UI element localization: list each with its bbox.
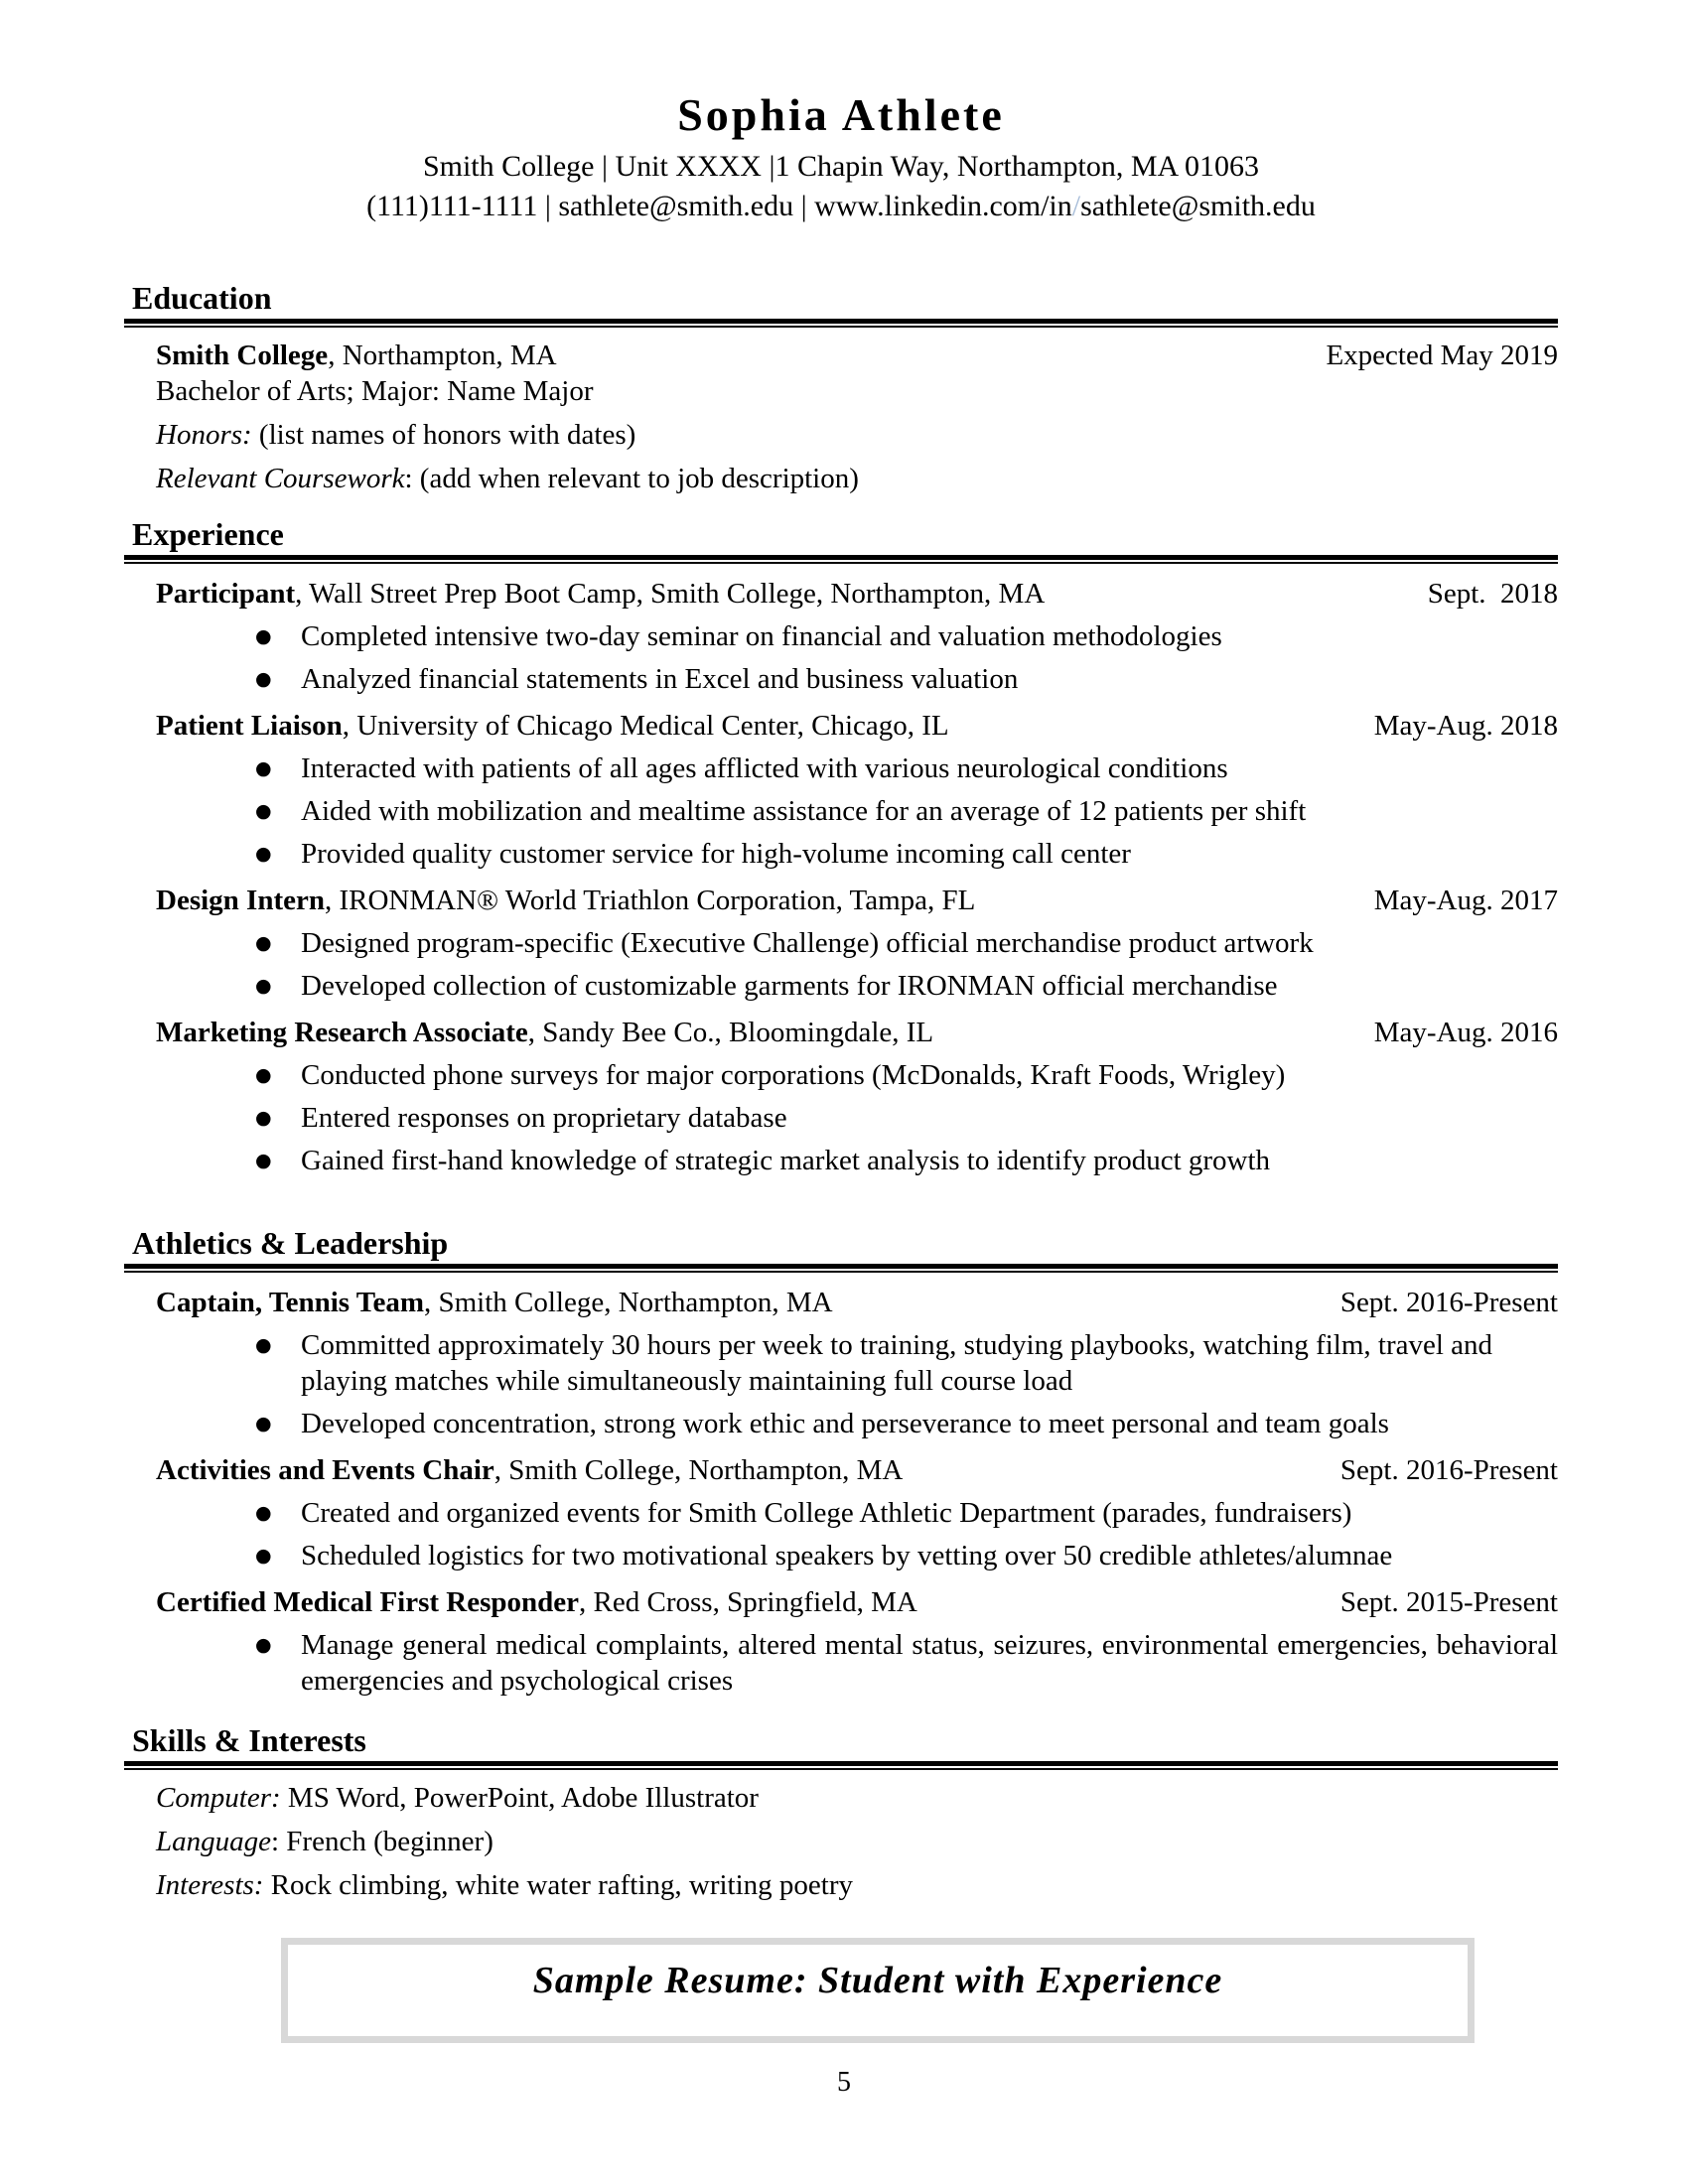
section-heading-athletics: Athletics & Leadership — [132, 1225, 449, 1261]
job-bullets — [124, 751, 1558, 872]
bullet-icon: ● — [255, 843, 272, 865]
interests-text: Rock climbing, white water rafting, writing poetry — [263, 1869, 854, 1901]
job-date: May-Aug. 2017 — [1373, 885, 1558, 916]
link-slash: / — [1071, 190, 1081, 222]
job-title — [156, 1015, 933, 1050]
contact-linkedin-text: sathlete@smith.edu — [1080, 190, 1316, 222]
contact-line — [124, 187, 1558, 226]
section-athletics-leadership — [124, 1225, 1558, 1699]
section-experience — [124, 516, 1558, 1178]
bullet-item — [124, 836, 1558, 872]
job-title-bold: Certified Medical First Responder — [156, 1586, 580, 1618]
job-title-rest: , Smith College, Northampton, MA — [423, 1287, 833, 1318]
bullet-text: Interacted with patients of all ages afflicted with various neurological conditions — [301, 752, 1228, 784]
job-bullets — [124, 925, 1558, 1004]
section-heading-education: Education — [132, 280, 272, 316]
bullet-icon: ● — [255, 625, 272, 647]
job-title-row — [124, 1285, 1558, 1320]
job-date: Sept. 2018 — [1427, 578, 1558, 610]
bullet-icon: ● — [255, 932, 272, 954]
bullet-text: Entered responses on proprietary database — [301, 1102, 787, 1134]
bullet-item — [124, 793, 1558, 829]
computer-label: Computer: — [156, 1782, 281, 1814]
bullet-icon: ● — [255, 757, 272, 779]
bullet-item — [124, 618, 1558, 654]
bullet-text: Gained first-hand knowledge of strategic market analysis to identify product growth — [301, 1145, 1271, 1176]
job-title-rest: , Red Cross, Springfield, MA — [579, 1586, 917, 1618]
section-rule — [124, 1761, 1558, 1770]
job-bullets — [124, 1057, 1558, 1178]
language-text: : French (beginner) — [271, 1826, 493, 1857]
bullet-text: Analyzed financial statements in Excel and business valuation — [301, 663, 1019, 695]
page-number: 5 — [837, 2067, 851, 2098]
bullet-icon: ● — [255, 800, 272, 822]
bullet-item — [124, 661, 1558, 697]
section-heading-experience: Experience — [132, 516, 284, 552]
bullet-item — [124, 968, 1558, 1004]
job-title-bold: Patient Liaison — [156, 710, 343, 742]
bullet-item — [124, 1495, 1558, 1531]
sample-caption-box — [281, 1938, 1475, 2043]
bullet-item — [124, 925, 1558, 961]
job-title — [156, 576, 1045, 612]
job-title — [156, 708, 949, 744]
school-name: Smith College — [156, 340, 329, 371]
job-title-rest: , IRONMAN® World Triathlon Corporation, Tampa, FL — [324, 885, 976, 916]
job-title-row — [124, 576, 1558, 612]
job-title-rest: , Sandy Bee Co., Bloomingdale, IL — [527, 1017, 934, 1048]
bullet-icon: ● — [255, 1107, 272, 1129]
bullet-item — [124, 1143, 1558, 1178]
bullet-icon: ● — [255, 1413, 272, 1434]
job-title-bold: Activities and Events Chair — [156, 1454, 494, 1486]
bullet-text: Aided with mobilization and mealtime assistance for an average of 12 patients per shift — [301, 795, 1307, 827]
bullet-item — [124, 751, 1558, 786]
section-skills-interests — [124, 1722, 1558, 1903]
job-date: Sept. 2015-Present — [1339, 1586, 1558, 1618]
job-title-bold: Captain, Tennis Team — [156, 1287, 424, 1318]
honors-line — [124, 417, 1558, 453]
school-location: , Northampton, MA — [328, 340, 557, 371]
bullet-text: Developed collection of customizable garments for IRONMAN official merchandise — [301, 970, 1278, 1002]
sample-caption-text: Sample Resume: Student with Experience — [532, 1960, 1223, 2001]
job-bullets — [124, 1627, 1558, 1699]
address-line — [124, 147, 1558, 187]
education-date: Expected May 2019 — [1326, 340, 1558, 371]
job-participant — [124, 576, 1558, 697]
bullet-text: Scheduled logistics for two motivational speakers by vetting over 50 credible athletes/alumnae — [301, 1540, 1393, 1571]
job-title-row — [124, 708, 1558, 744]
language-label: Language — [156, 1826, 271, 1857]
section-rule — [124, 1264, 1558, 1273]
role-events-chair — [124, 1452, 1558, 1573]
bullet-icon: ● — [255, 668, 272, 690]
job-date: May-Aug. 2016 — [1373, 1017, 1558, 1048]
address-text: Smith College | Unit XXXX |1 Chapin Way, Northampton, MA 01063 — [422, 150, 1260, 183]
bullet-icon: ● — [255, 1545, 272, 1567]
skills-interests-line — [124, 1867, 1558, 1903]
job-title-bold: Participant — [156, 578, 296, 610]
job-title — [156, 1452, 903, 1488]
section-heading-skills: Skills & Interests — [132, 1722, 366, 1758]
job-title-rest: , University of Chicago Medical Center, Chicago, IL — [342, 710, 949, 742]
bullet-text: Created and organized events for Smith College Athletic Department (parades, fundraisers) — [301, 1497, 1352, 1529]
degree-line: Bachelor of Arts; Major: Name Major — [156, 375, 594, 407]
bullet-text: Provided quality customer service for high-volume incoming call center — [301, 838, 1131, 870]
bullet-item — [124, 1057, 1558, 1093]
job-date: Sept. 2016-Present — [1339, 1454, 1558, 1486]
job-title — [156, 1584, 917, 1620]
job-bullets — [124, 1327, 1558, 1441]
bullet-item — [124, 1627, 1558, 1699]
job-title — [156, 1285, 833, 1320]
bullet-icon: ● — [255, 1064, 272, 1086]
bullet-text: Committed approximately 30 hours per week to training, studying playbooks, watching film, travel and playing matches while simultaneously maintaining full course load — [301, 1329, 1493, 1397]
honors-label: Honors: — [156, 419, 252, 451]
bullet-item — [124, 1406, 1558, 1441]
job-title — [156, 883, 975, 918]
job-bullets — [124, 618, 1558, 697]
bullet-icon: ● — [255, 1634, 272, 1656]
job-title-row — [124, 1452, 1558, 1488]
bullet-item — [124, 1327, 1558, 1399]
bullet-icon: ● — [255, 1502, 272, 1524]
resume-header — [124, 91, 1558, 226]
bullet-text: Developed concentration, strong work ethic and perseverance to meet personal and team goals — [301, 1408, 1389, 1439]
job-title-row — [124, 1584, 1558, 1620]
job-title-bold: Design Intern — [156, 885, 325, 916]
job-date: Sept. 2016-Present — [1339, 1287, 1558, 1318]
bullet-text: Designed program-specific (Executive Challenge) official merchandise product artwork — [301, 927, 1314, 959]
honors-text: (list names of honors with dates) — [251, 419, 636, 451]
job-date: May-Aug. 2018 — [1373, 710, 1558, 742]
job-title-rest: , Smith College, Northampton, MA — [493, 1454, 904, 1486]
job-title-bold: Marketing Research Associate — [156, 1017, 528, 1048]
bullet-text: Conducted phone surveys for major corporations (McDonalds, Kraft Foods, Wrigley) — [301, 1059, 1286, 1091]
skills-computer-line — [124, 1780, 1558, 1816]
contact-text: (111)111-1111 | sathlete@smith.edu | www.linkedin.com/in — [366, 190, 1072, 222]
job-title-row — [124, 1015, 1558, 1050]
bullet-text: Manage general medical complaints, altered mental status, seizures, environmental emergencies, behavioral emergencies and psychological crises — [301, 1629, 1558, 1697]
coursework-line — [124, 461, 1558, 496]
job-patient-liaison — [124, 708, 1558, 872]
bullet-item — [124, 1538, 1558, 1573]
skills-language-line — [124, 1824, 1558, 1859]
section-education — [124, 280, 1558, 496]
job-marketing-research — [124, 1015, 1558, 1178]
job-title-row — [124, 883, 1558, 918]
bullet-item — [124, 1100, 1558, 1136]
bullet-icon: ● — [255, 975, 272, 997]
coursework-label: Relevant Coursework — [156, 463, 405, 494]
role-tennis-captain — [124, 1285, 1558, 1441]
role-first-responder — [124, 1584, 1558, 1699]
education-school — [156, 338, 557, 373]
coursework-text: : (add when relevant to job description) — [404, 463, 859, 494]
section-rule — [124, 555, 1558, 564]
job-bullets — [124, 1495, 1558, 1573]
section-rule — [124, 319, 1558, 328]
interests-label: Interests: — [156, 1869, 264, 1901]
bullet-icon: ● — [255, 1334, 272, 1356]
job-design-intern — [124, 883, 1558, 1004]
bullet-icon: ● — [255, 1150, 272, 1171]
job-title-rest: , Wall Street Prep Boot Camp, Smith College, Northampton, MA — [295, 578, 1046, 610]
bullet-text: Completed intensive two-day seminar on financial and valuation methodologies — [301, 620, 1222, 652]
computer-text: MS Word, PowerPoint, Adobe Illustrator — [280, 1782, 759, 1814]
education-school-row — [124, 338, 1558, 373]
person-name: Sophia Athlete — [677, 89, 1005, 140]
